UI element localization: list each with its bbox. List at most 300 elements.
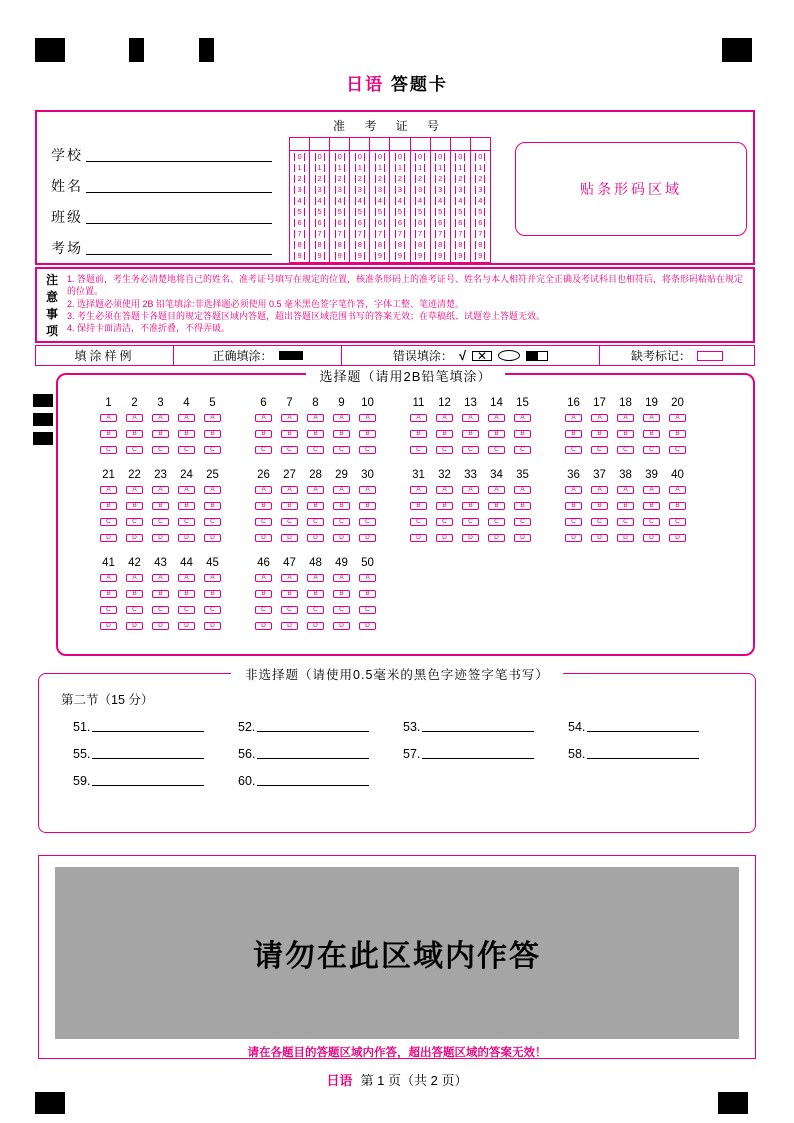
- answer-bubble[interactable]: A: [333, 414, 350, 422]
- answer-bubble[interactable]: A: [126, 486, 143, 494]
- answer-bubble[interactable]: A: [152, 414, 169, 422]
- answer-bubble[interactable]: B: [359, 430, 376, 438]
- ticket-digit-bubble[interactable]: [451, 162, 470, 173]
- answer-bubble[interactable]: B: [359, 502, 376, 510]
- answer-bubble[interactable]: A: [100, 574, 117, 582]
- answer-bubble[interactable]: C: [514, 518, 531, 526]
- answer-bubble[interactable]: C: [307, 446, 324, 454]
- answer-line[interactable]: [587, 757, 699, 759]
- ticket-write-cell[interactable]: [411, 138, 430, 151]
- answer-bubble[interactable]: B: [255, 590, 272, 598]
- answer-bubble[interactable]: A: [565, 486, 582, 494]
- answer-bubble[interactable]: C: [591, 518, 608, 526]
- ticket-digit-bubble[interactable]: [471, 229, 490, 240]
- answer-bubble[interactable]: B: [204, 502, 221, 510]
- answer-line[interactable]: [92, 730, 204, 732]
- ticket-digit-bubble[interactable]: [451, 240, 470, 251]
- ticket-digit-bubble[interactable]: [310, 206, 329, 217]
- answer-bubble[interactable]: C: [333, 446, 350, 454]
- answer-bubble[interactable]: D: [255, 534, 272, 542]
- answer-bubble[interactable]: D: [126, 622, 143, 630]
- answer-bubble[interactable]: C: [204, 446, 221, 454]
- ticket-digit-bubble[interactable]: [370, 151, 389, 162]
- answer-bubble[interactable]: D: [100, 534, 117, 542]
- ticket-write-cell[interactable]: [471, 138, 490, 151]
- answer-bubble[interactable]: A: [359, 574, 376, 582]
- ticket-digit-bubble[interactable]: [390, 195, 409, 206]
- answer-bubble[interactable]: C: [281, 606, 298, 614]
- answer-bubble[interactable]: C: [100, 518, 117, 526]
- ticket-write-cell[interactable]: [431, 138, 450, 151]
- answer-bubble[interactable]: A: [152, 574, 169, 582]
- ticket-digit-bubble[interactable]: [411, 162, 430, 173]
- answer-bubble[interactable]: B: [255, 430, 272, 438]
- answer-bubble[interactable]: D: [204, 534, 221, 542]
- answer-bubble[interactable]: B: [488, 502, 505, 510]
- answer-bubble[interactable]: B: [462, 502, 479, 510]
- ticket-digit-bubble[interactable]: [350, 173, 369, 184]
- answer-bubble[interactable]: D: [436, 534, 453, 542]
- ticket-digit-bubble[interactable]: [451, 151, 470, 162]
- answer-bubble[interactable]: D: [669, 534, 686, 542]
- answer-bubble[interactable]: A: [591, 414, 608, 422]
- answer-bubble[interactable]: D: [565, 534, 582, 542]
- answer-bubble[interactable]: D: [359, 622, 376, 630]
- ticket-digit-bubble[interactable]: [390, 218, 409, 229]
- answer-bubble[interactable]: A: [307, 486, 324, 494]
- ticket-digit-bubble[interactable]: [431, 162, 450, 173]
- answer-bubble[interactable]: A: [333, 486, 350, 494]
- info-field-line[interactable]: [86, 191, 272, 193]
- answer-bubble[interactable]: A: [359, 414, 376, 422]
- ticket-digit-bubble[interactable]: [330, 218, 349, 229]
- answer-bubble[interactable]: C: [152, 446, 169, 454]
- ticket-digit-bubble[interactable]: [370, 229, 389, 240]
- ticket-digit-bubble[interactable]: [390, 173, 409, 184]
- answer-bubble[interactable]: C: [178, 518, 195, 526]
- ticket-digit-bubble[interactable]: [310, 184, 329, 195]
- answer-bubble[interactable]: D: [643, 534, 660, 542]
- answer-bubble[interactable]: C: [152, 518, 169, 526]
- answer-bubble[interactable]: A: [152, 486, 169, 494]
- answer-bubble[interactable]: D: [126, 534, 143, 542]
- answer-line[interactable]: [422, 730, 534, 732]
- ticket-digit-bubble[interactable]: [290, 151, 309, 162]
- ticket-digit-bubble[interactable]: [390, 162, 409, 173]
- answer-bubble[interactable]: B: [307, 502, 324, 510]
- ticket-digit-bubble[interactable]: [350, 240, 369, 251]
- answer-bubble[interactable]: C: [307, 606, 324, 614]
- answer-bubble[interactable]: B: [565, 502, 582, 510]
- answer-bubble[interactable]: A: [410, 414, 427, 422]
- answer-bubble[interactable]: A: [204, 414, 221, 422]
- answer-bubble[interactable]: B: [333, 590, 350, 598]
- answer-bubble[interactable]: C: [359, 518, 376, 526]
- answer-bubble[interactable]: A: [669, 486, 686, 494]
- ticket-digit-bubble[interactable]: [431, 251, 450, 262]
- ticket-digit-bubble[interactable]: [370, 240, 389, 251]
- answer-bubble[interactable]: C: [514, 446, 531, 454]
- ticket-digit-bubble[interactable]: [290, 240, 309, 251]
- answer-bubble[interactable]: A: [178, 414, 195, 422]
- answer-bubble[interactable]: A: [178, 574, 195, 582]
- answer-bubble[interactable]: A: [514, 486, 531, 494]
- answer-bubble[interactable]: A: [281, 414, 298, 422]
- answer-bubble[interactable]: B: [100, 430, 117, 438]
- answer-bubble[interactable]: D: [178, 534, 195, 542]
- answer-bubble[interactable]: B: [565, 430, 582, 438]
- ticket-write-cell[interactable]: [390, 138, 409, 151]
- answer-bubble[interactable]: A: [178, 486, 195, 494]
- answer-bubble[interactable]: C: [643, 518, 660, 526]
- ticket-digit-bubble[interactable]: [411, 173, 430, 184]
- answer-bubble[interactable]: A: [669, 414, 686, 422]
- answer-bubble[interactable]: A: [255, 574, 272, 582]
- ticket-digit-bubble[interactable]: [290, 206, 309, 217]
- ticket-digit-bubble[interactable]: [390, 206, 409, 217]
- ticket-digit-bubble[interactable]: [471, 206, 490, 217]
- ticket-digit-bubble[interactable]: [310, 151, 329, 162]
- answer-bubble[interactable]: B: [152, 590, 169, 598]
- answer-bubble[interactable]: B: [591, 430, 608, 438]
- ticket-digit-bubble[interactable]: [310, 218, 329, 229]
- answer-bubble[interactable]: B: [307, 590, 324, 598]
- answer-bubble[interactable]: B: [591, 502, 608, 510]
- answer-bubble[interactable]: C: [178, 446, 195, 454]
- answer-bubble[interactable]: C: [462, 518, 479, 526]
- answer-bubble[interactable]: A: [126, 574, 143, 582]
- ticket-digit-bubble[interactable]: [431, 173, 450, 184]
- answer-bubble[interactable]: A: [410, 486, 427, 494]
- ticket-write-cell[interactable]: [290, 138, 309, 151]
- ticket-digit-bubble[interactable]: [370, 184, 389, 195]
- ticket-digit-bubble[interactable]: [310, 162, 329, 173]
- info-field-line[interactable]: [86, 253, 272, 255]
- answer-bubble[interactable]: C: [255, 606, 272, 614]
- answer-bubble[interactable]: C: [178, 606, 195, 614]
- answer-line[interactable]: [587, 730, 699, 732]
- answer-bubble[interactable]: C: [410, 518, 427, 526]
- answer-bubble[interactable]: B: [333, 430, 350, 438]
- answer-bubble[interactable]: B: [514, 430, 531, 438]
- answer-bubble[interactable]: C: [488, 446, 505, 454]
- ticket-digit-bubble[interactable]: [350, 162, 369, 173]
- answer-bubble[interactable]: B: [126, 590, 143, 598]
- answer-line[interactable]: [92, 784, 204, 786]
- answer-bubble[interactable]: C: [333, 606, 350, 614]
- answer-bubble[interactable]: B: [281, 590, 298, 598]
- answer-bubble[interactable]: C: [152, 606, 169, 614]
- ticket-digit-bubble[interactable]: [350, 251, 369, 262]
- ticket-digit-bubble[interactable]: [471, 218, 490, 229]
- answer-bubble[interactable]: A: [643, 414, 660, 422]
- answer-bubble[interactable]: C: [617, 446, 634, 454]
- answer-bubble[interactable]: A: [359, 486, 376, 494]
- ticket-write-cell[interactable]: [350, 138, 369, 151]
- ticket-digit-bubble[interactable]: [471, 184, 490, 195]
- answer-bubble[interactable]: D: [307, 622, 324, 630]
- ticket-digit-bubble[interactable]: [370, 162, 389, 173]
- answer-bubble[interactable]: A: [514, 414, 531, 422]
- answer-bubble[interactable]: D: [333, 622, 350, 630]
- ticket-digit-bubble[interactable]: [290, 184, 309, 195]
- answer-bubble[interactable]: D: [152, 622, 169, 630]
- ticket-digit-bubble[interactable]: [390, 229, 409, 240]
- ticket-digit-bubble[interactable]: [390, 251, 409, 262]
- ticket-write-cell[interactable]: [451, 138, 470, 151]
- answer-bubble[interactable]: A: [462, 486, 479, 494]
- answer-bubble[interactable]: B: [643, 430, 660, 438]
- answer-bubble[interactable]: B: [178, 590, 195, 598]
- ticket-digit-bubble[interactable]: [330, 229, 349, 240]
- ticket-write-cell[interactable]: [310, 138, 329, 151]
- answer-bubble[interactable]: B: [514, 502, 531, 510]
- answer-bubble[interactable]: C: [359, 606, 376, 614]
- answer-bubble[interactable]: A: [643, 486, 660, 494]
- ticket-digit-bubble[interactable]: [451, 173, 470, 184]
- answer-bubble[interactable]: A: [307, 414, 324, 422]
- answer-bubble[interactable]: D: [488, 534, 505, 542]
- answer-bubble[interactable]: A: [204, 574, 221, 582]
- answer-bubble[interactable]: C: [462, 446, 479, 454]
- ticket-digit-bubble[interactable]: [411, 195, 430, 206]
- answer-bubble[interactable]: A: [333, 574, 350, 582]
- answer-bubble[interactable]: B: [152, 502, 169, 510]
- ticket-digit-bubble[interactable]: [330, 195, 349, 206]
- answer-bubble[interactable]: C: [204, 606, 221, 614]
- answer-bubble[interactable]: B: [617, 502, 634, 510]
- answer-bubble[interactable]: C: [333, 518, 350, 526]
- ticket-digit-bubble[interactable]: [370, 195, 389, 206]
- ticket-digit-bubble[interactable]: [431, 206, 450, 217]
- answer-bubble[interactable]: B: [333, 502, 350, 510]
- answer-bubble[interactable]: C: [410, 446, 427, 454]
- answer-bubble[interactable]: C: [436, 518, 453, 526]
- answer-bubble[interactable]: A: [307, 574, 324, 582]
- answer-bubble[interactable]: A: [436, 486, 453, 494]
- answer-bubble[interactable]: B: [359, 590, 376, 598]
- answer-bubble[interactable]: B: [488, 430, 505, 438]
- answer-bubble[interactable]: B: [436, 502, 453, 510]
- answer-bubble[interactable]: B: [204, 430, 221, 438]
- answer-bubble[interactable]: D: [281, 534, 298, 542]
- ticket-digit-bubble[interactable]: [290, 162, 309, 173]
- answer-bubble[interactable]: D: [617, 534, 634, 542]
- ticket-digit-bubble[interactable]: [290, 218, 309, 229]
- answer-bubble[interactable]: D: [307, 534, 324, 542]
- ticket-digit-bubble[interactable]: [471, 195, 490, 206]
- answer-bubble[interactable]: A: [100, 486, 117, 494]
- info-field-line[interactable]: [86, 160, 272, 162]
- answer-line[interactable]: [257, 757, 369, 759]
- ticket-digit-bubble[interactable]: [471, 251, 490, 262]
- answer-bubble[interactable]: C: [436, 446, 453, 454]
- answer-bubble[interactable]: C: [255, 518, 272, 526]
- answer-bubble[interactable]: A: [565, 414, 582, 422]
- answer-bubble[interactable]: A: [462, 414, 479, 422]
- ticket-digit-bubble[interactable]: [431, 229, 450, 240]
- ticket-digit-bubble[interactable]: [290, 251, 309, 262]
- ticket-digit-bubble[interactable]: [330, 151, 349, 162]
- ticket-digit-bubble[interactable]: [411, 229, 430, 240]
- ticket-digit-bubble[interactable]: [370, 206, 389, 217]
- ticket-digit-bubble[interactable]: [350, 229, 369, 240]
- ticket-digit-bubble[interactable]: [411, 206, 430, 217]
- ticket-digit-bubble[interactable]: [431, 184, 450, 195]
- answer-bubble[interactable]: B: [100, 502, 117, 510]
- answer-bubble[interactable]: C: [204, 518, 221, 526]
- answer-bubble[interactable]: D: [204, 622, 221, 630]
- ticket-digit-bubble[interactable]: [471, 240, 490, 251]
- answer-bubble[interactable]: B: [255, 502, 272, 510]
- answer-bubble[interactable]: D: [333, 534, 350, 542]
- answer-bubble[interactable]: D: [255, 622, 272, 630]
- answer-bubble[interactable]: A: [281, 486, 298, 494]
- ticket-digit-bubble[interactable]: [411, 251, 430, 262]
- ticket-digit-bubble[interactable]: [310, 251, 329, 262]
- answer-line[interactable]: [257, 730, 369, 732]
- ticket-digit-bubble[interactable]: [411, 184, 430, 195]
- answer-bubble[interactable]: C: [617, 518, 634, 526]
- ticket-write-cell[interactable]: [370, 138, 389, 151]
- answer-bubble[interactable]: D: [410, 534, 427, 542]
- answer-bubble[interactable]: C: [488, 518, 505, 526]
- answer-bubble[interactable]: D: [359, 534, 376, 542]
- answer-line[interactable]: [257, 784, 369, 786]
- answer-bubble[interactable]: C: [307, 518, 324, 526]
- ticket-write-cell[interactable]: [330, 138, 349, 151]
- answer-bubble[interactable]: A: [255, 486, 272, 494]
- ticket-digit-bubble[interactable]: [451, 251, 470, 262]
- ticket-digit-bubble[interactable]: [350, 184, 369, 195]
- ticket-digit-bubble[interactable]: [290, 173, 309, 184]
- answer-bubble[interactable]: A: [617, 486, 634, 494]
- answer-bubble[interactable]: C: [281, 446, 298, 454]
- ticket-digit-bubble[interactable]: [411, 151, 430, 162]
- ticket-digit-bubble[interactable]: [330, 251, 349, 262]
- answer-bubble[interactable]: C: [669, 518, 686, 526]
- answer-bubble[interactable]: B: [100, 590, 117, 598]
- answer-bubble[interactable]: A: [100, 414, 117, 422]
- ticket-digit-bubble[interactable]: [370, 173, 389, 184]
- answer-bubble[interactable]: D: [514, 534, 531, 542]
- ticket-digit-bubble[interactable]: [330, 162, 349, 173]
- answer-bubble[interactable]: C: [591, 446, 608, 454]
- ticket-digit-bubble[interactable]: [451, 195, 470, 206]
- answer-bubble[interactable]: B: [643, 502, 660, 510]
- answer-bubble[interactable]: D: [462, 534, 479, 542]
- answer-bubble[interactable]: A: [488, 414, 505, 422]
- ticket-digit-bubble[interactable]: [330, 184, 349, 195]
- ticket-digit-bubble[interactable]: [350, 206, 369, 217]
- ticket-digit-bubble[interactable]: [290, 195, 309, 206]
- ticket-digit-bubble[interactable]: [451, 206, 470, 217]
- answer-bubble[interactable]: A: [488, 486, 505, 494]
- ticket-digit-bubble[interactable]: [370, 218, 389, 229]
- answer-bubble[interactable]: A: [591, 486, 608, 494]
- answer-line[interactable]: [422, 757, 534, 759]
- answer-bubble[interactable]: C: [126, 606, 143, 614]
- ticket-digit-bubble[interactable]: [350, 218, 369, 229]
- ticket-digit-bubble[interactable]: [471, 162, 490, 173]
- answer-bubble[interactable]: B: [410, 502, 427, 510]
- answer-bubble[interactable]: C: [126, 518, 143, 526]
- ticket-digit-bubble[interactable]: [411, 240, 430, 251]
- ticket-digit-bubble[interactable]: [290, 229, 309, 240]
- answer-bubble[interactable]: B: [178, 430, 195, 438]
- answer-bubble[interactable]: B: [462, 430, 479, 438]
- answer-bubble[interactable]: B: [436, 430, 453, 438]
- ticket-digit-bubble[interactable]: [431, 195, 450, 206]
- answer-bubble[interactable]: B: [152, 430, 169, 438]
- ticket-digit-bubble[interactable]: [350, 195, 369, 206]
- answer-bubble[interactable]: A: [436, 414, 453, 422]
- ticket-digit-bubble[interactable]: [330, 173, 349, 184]
- answer-bubble[interactable]: C: [281, 518, 298, 526]
- answer-bubble[interactable]: B: [307, 430, 324, 438]
- answer-bubble[interactable]: B: [410, 430, 427, 438]
- ticket-digit-bubble[interactable]: [390, 184, 409, 195]
- ticket-digit-bubble[interactable]: [451, 184, 470, 195]
- ticket-digit-bubble[interactable]: [471, 151, 490, 162]
- ticket-digit-bubble[interactable]: [431, 240, 450, 251]
- ticket-digit-bubble[interactable]: [370, 251, 389, 262]
- ticket-digit-bubble[interactable]: [471, 173, 490, 184]
- answer-bubble[interactable]: C: [565, 446, 582, 454]
- answer-bubble[interactable]: B: [669, 430, 686, 438]
- answer-bubble[interactable]: A: [617, 414, 634, 422]
- answer-bubble[interactable]: B: [204, 590, 221, 598]
- answer-bubble[interactable]: A: [126, 414, 143, 422]
- ticket-digit-bubble[interactable]: [310, 173, 329, 184]
- answer-bubble[interactable]: A: [281, 574, 298, 582]
- ticket-digit-bubble[interactable]: [390, 240, 409, 251]
- ticket-digit-bubble[interactable]: [310, 240, 329, 251]
- answer-bubble[interactable]: A: [255, 414, 272, 422]
- answer-bubble[interactable]: C: [669, 446, 686, 454]
- answer-bubble[interactable]: A: [204, 486, 221, 494]
- answer-bubble[interactable]: B: [617, 430, 634, 438]
- ticket-digit-bubble[interactable]: [310, 229, 329, 240]
- answer-bubble[interactable]: B: [126, 430, 143, 438]
- answer-line[interactable]: [92, 757, 204, 759]
- ticket-digit-bubble[interactable]: [330, 240, 349, 251]
- answer-bubble[interactable]: C: [565, 518, 582, 526]
- ticket-digit-bubble[interactable]: [431, 218, 450, 229]
- answer-bubble[interactable]: C: [255, 446, 272, 454]
- answer-bubble[interactable]: D: [152, 534, 169, 542]
- answer-bubble[interactable]: B: [178, 502, 195, 510]
- answer-bubble[interactable]: D: [178, 622, 195, 630]
- answer-bubble[interactable]: B: [126, 502, 143, 510]
- answer-bubble[interactable]: D: [281, 622, 298, 630]
- ticket-digit-bubble[interactable]: [390, 151, 409, 162]
- answer-bubble[interactable]: D: [591, 534, 608, 542]
- answer-bubble[interactable]: D: [100, 622, 117, 630]
- ticket-digit-bubble[interactable]: [411, 218, 430, 229]
- answer-bubble[interactable]: B: [669, 502, 686, 510]
- info-field-line[interactable]: [86, 222, 272, 224]
- answer-bubble[interactable]: C: [100, 446, 117, 454]
- answer-bubble[interactable]: C: [643, 446, 660, 454]
- ticket-digit-bubble[interactable]: [310, 195, 329, 206]
- answer-bubble[interactable]: B: [281, 430, 298, 438]
- ticket-digit-bubble[interactable]: [451, 218, 470, 229]
- ticket-digit-bubble[interactable]: [431, 151, 450, 162]
- answer-bubble[interactable]: C: [100, 606, 117, 614]
- answer-bubble[interactable]: B: [281, 502, 298, 510]
- answer-bubble[interactable]: C: [126, 446, 143, 454]
